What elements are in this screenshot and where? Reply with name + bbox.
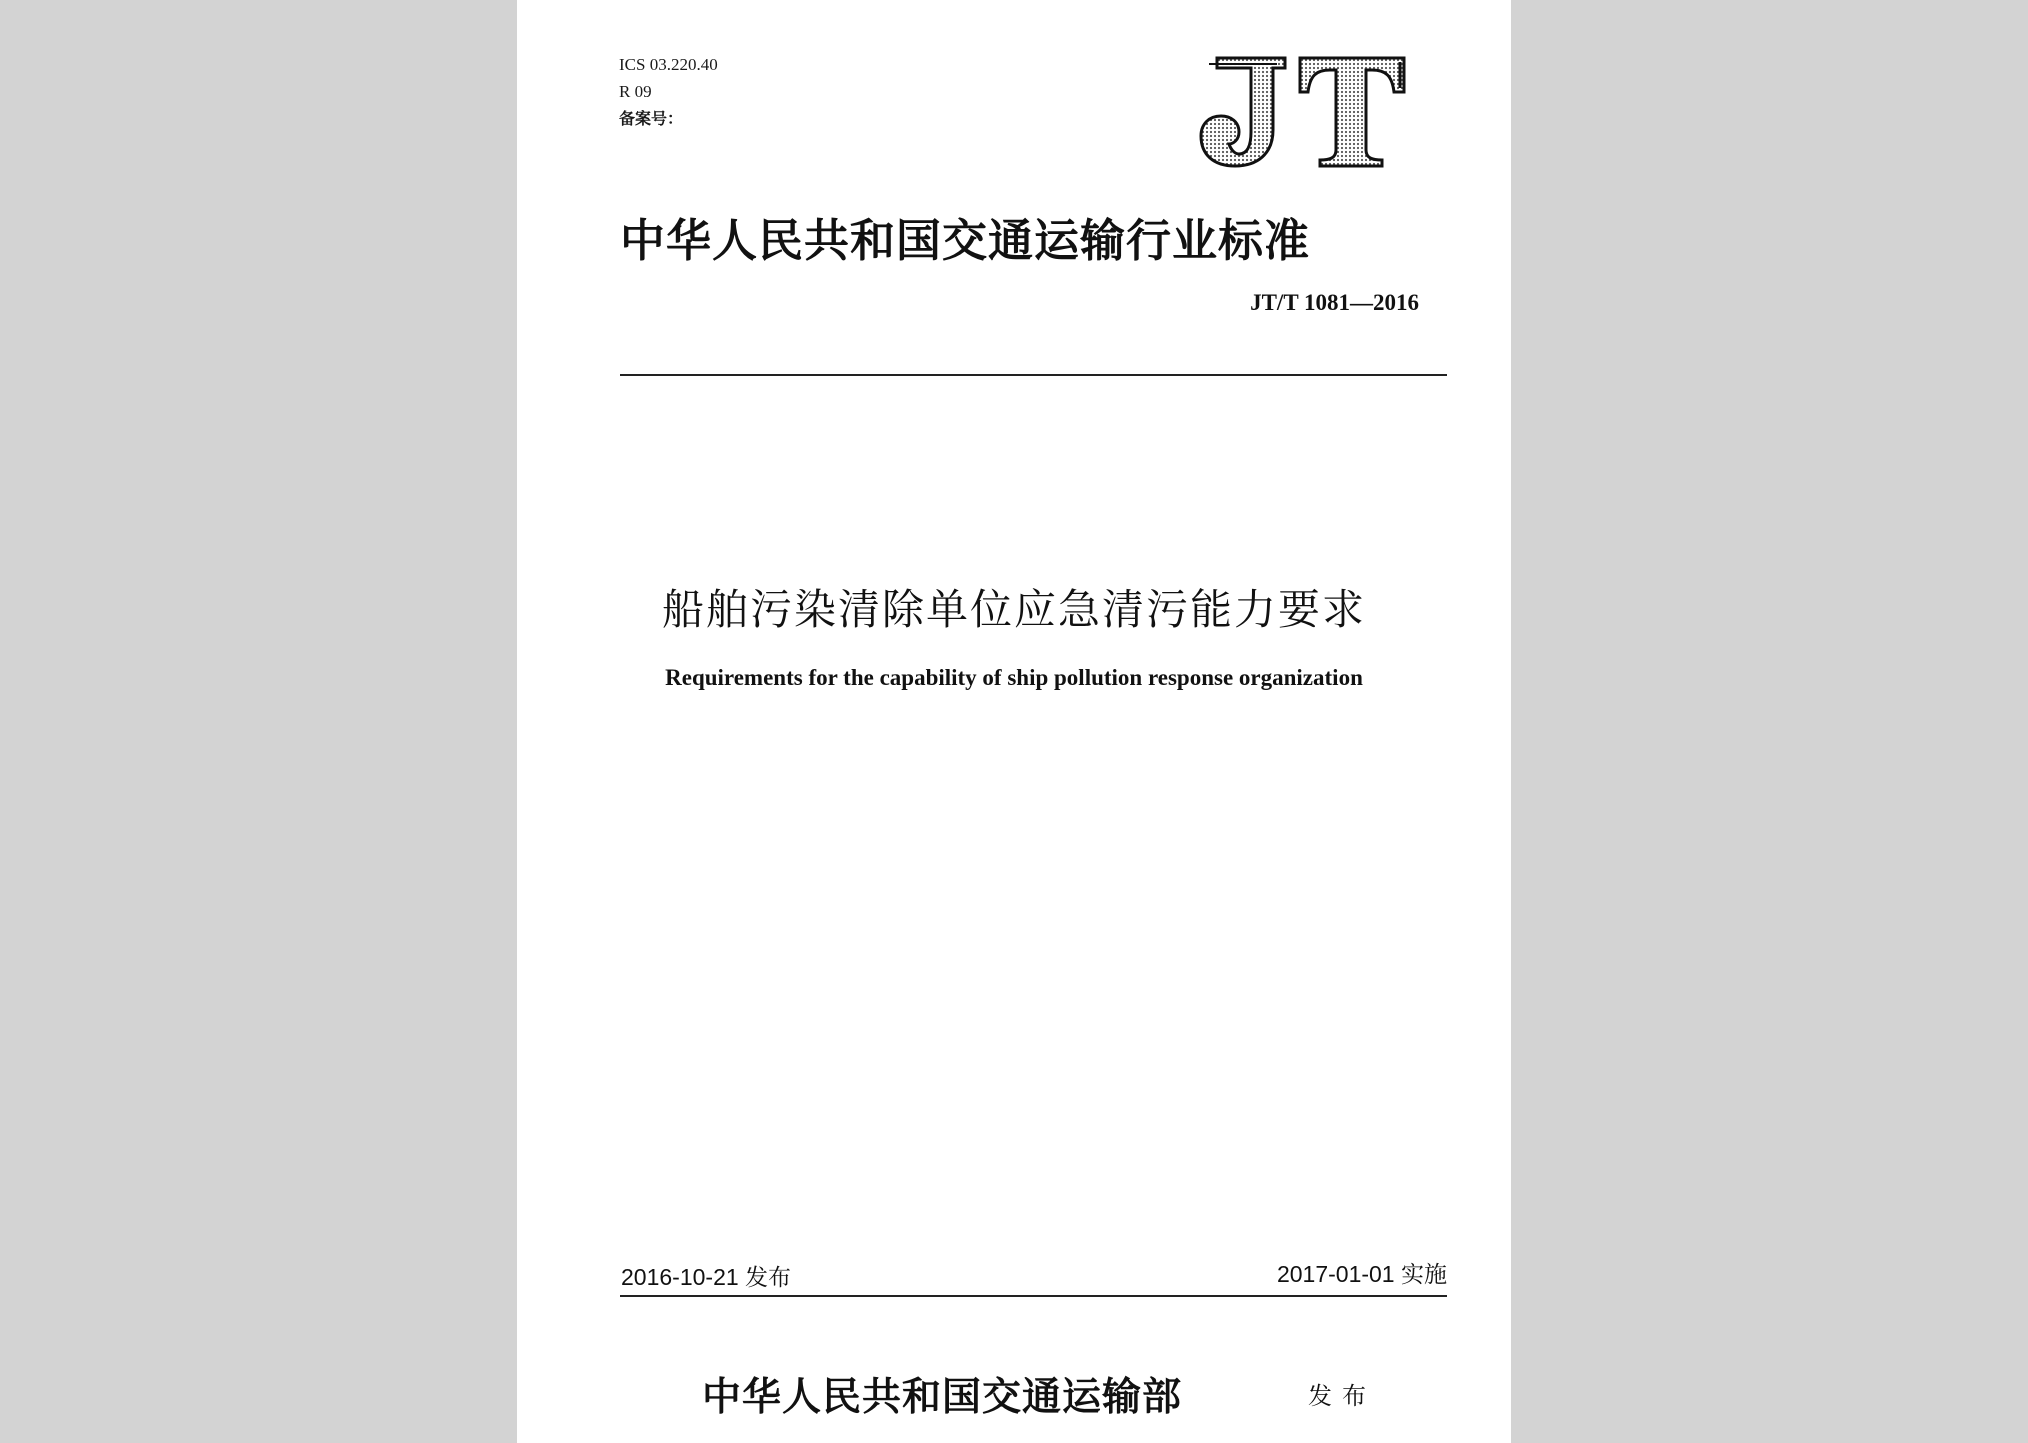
document-title-chinese: 船舶污染清除单位应急清污能力要求 — [661, 585, 1366, 634]
document-page — [517, 0, 1511, 1443]
publisher-name: 中华人民共和国交通运输部 — [702, 1374, 1183, 1420]
record-number-label: 备案号： — [619, 109, 684, 128]
bottom-divider — [620, 1295, 1447, 1297]
standard-code: JT/T 1081—2016 — [1250, 290, 1419, 315]
implementation-date: 2017-01-01 实施 — [1276, 1261, 1447, 1287]
issue-date: 2016-10-21 发布 — [621, 1264, 792, 1290]
standard-title: 中华人民共和国交通运输行业标准 — [620, 214, 1311, 267]
ics-code: ICS 03.220.40 — [619, 55, 718, 74]
publish-label: 发布 — [1308, 1382, 1376, 1410]
document-title-english: Requirements for the capability of ship pollution response organization — [665, 665, 1363, 690]
jt-logo — [1195, 54, 1410, 169]
classification-code: R 09 — [619, 82, 652, 101]
top-divider — [620, 374, 1447, 376]
